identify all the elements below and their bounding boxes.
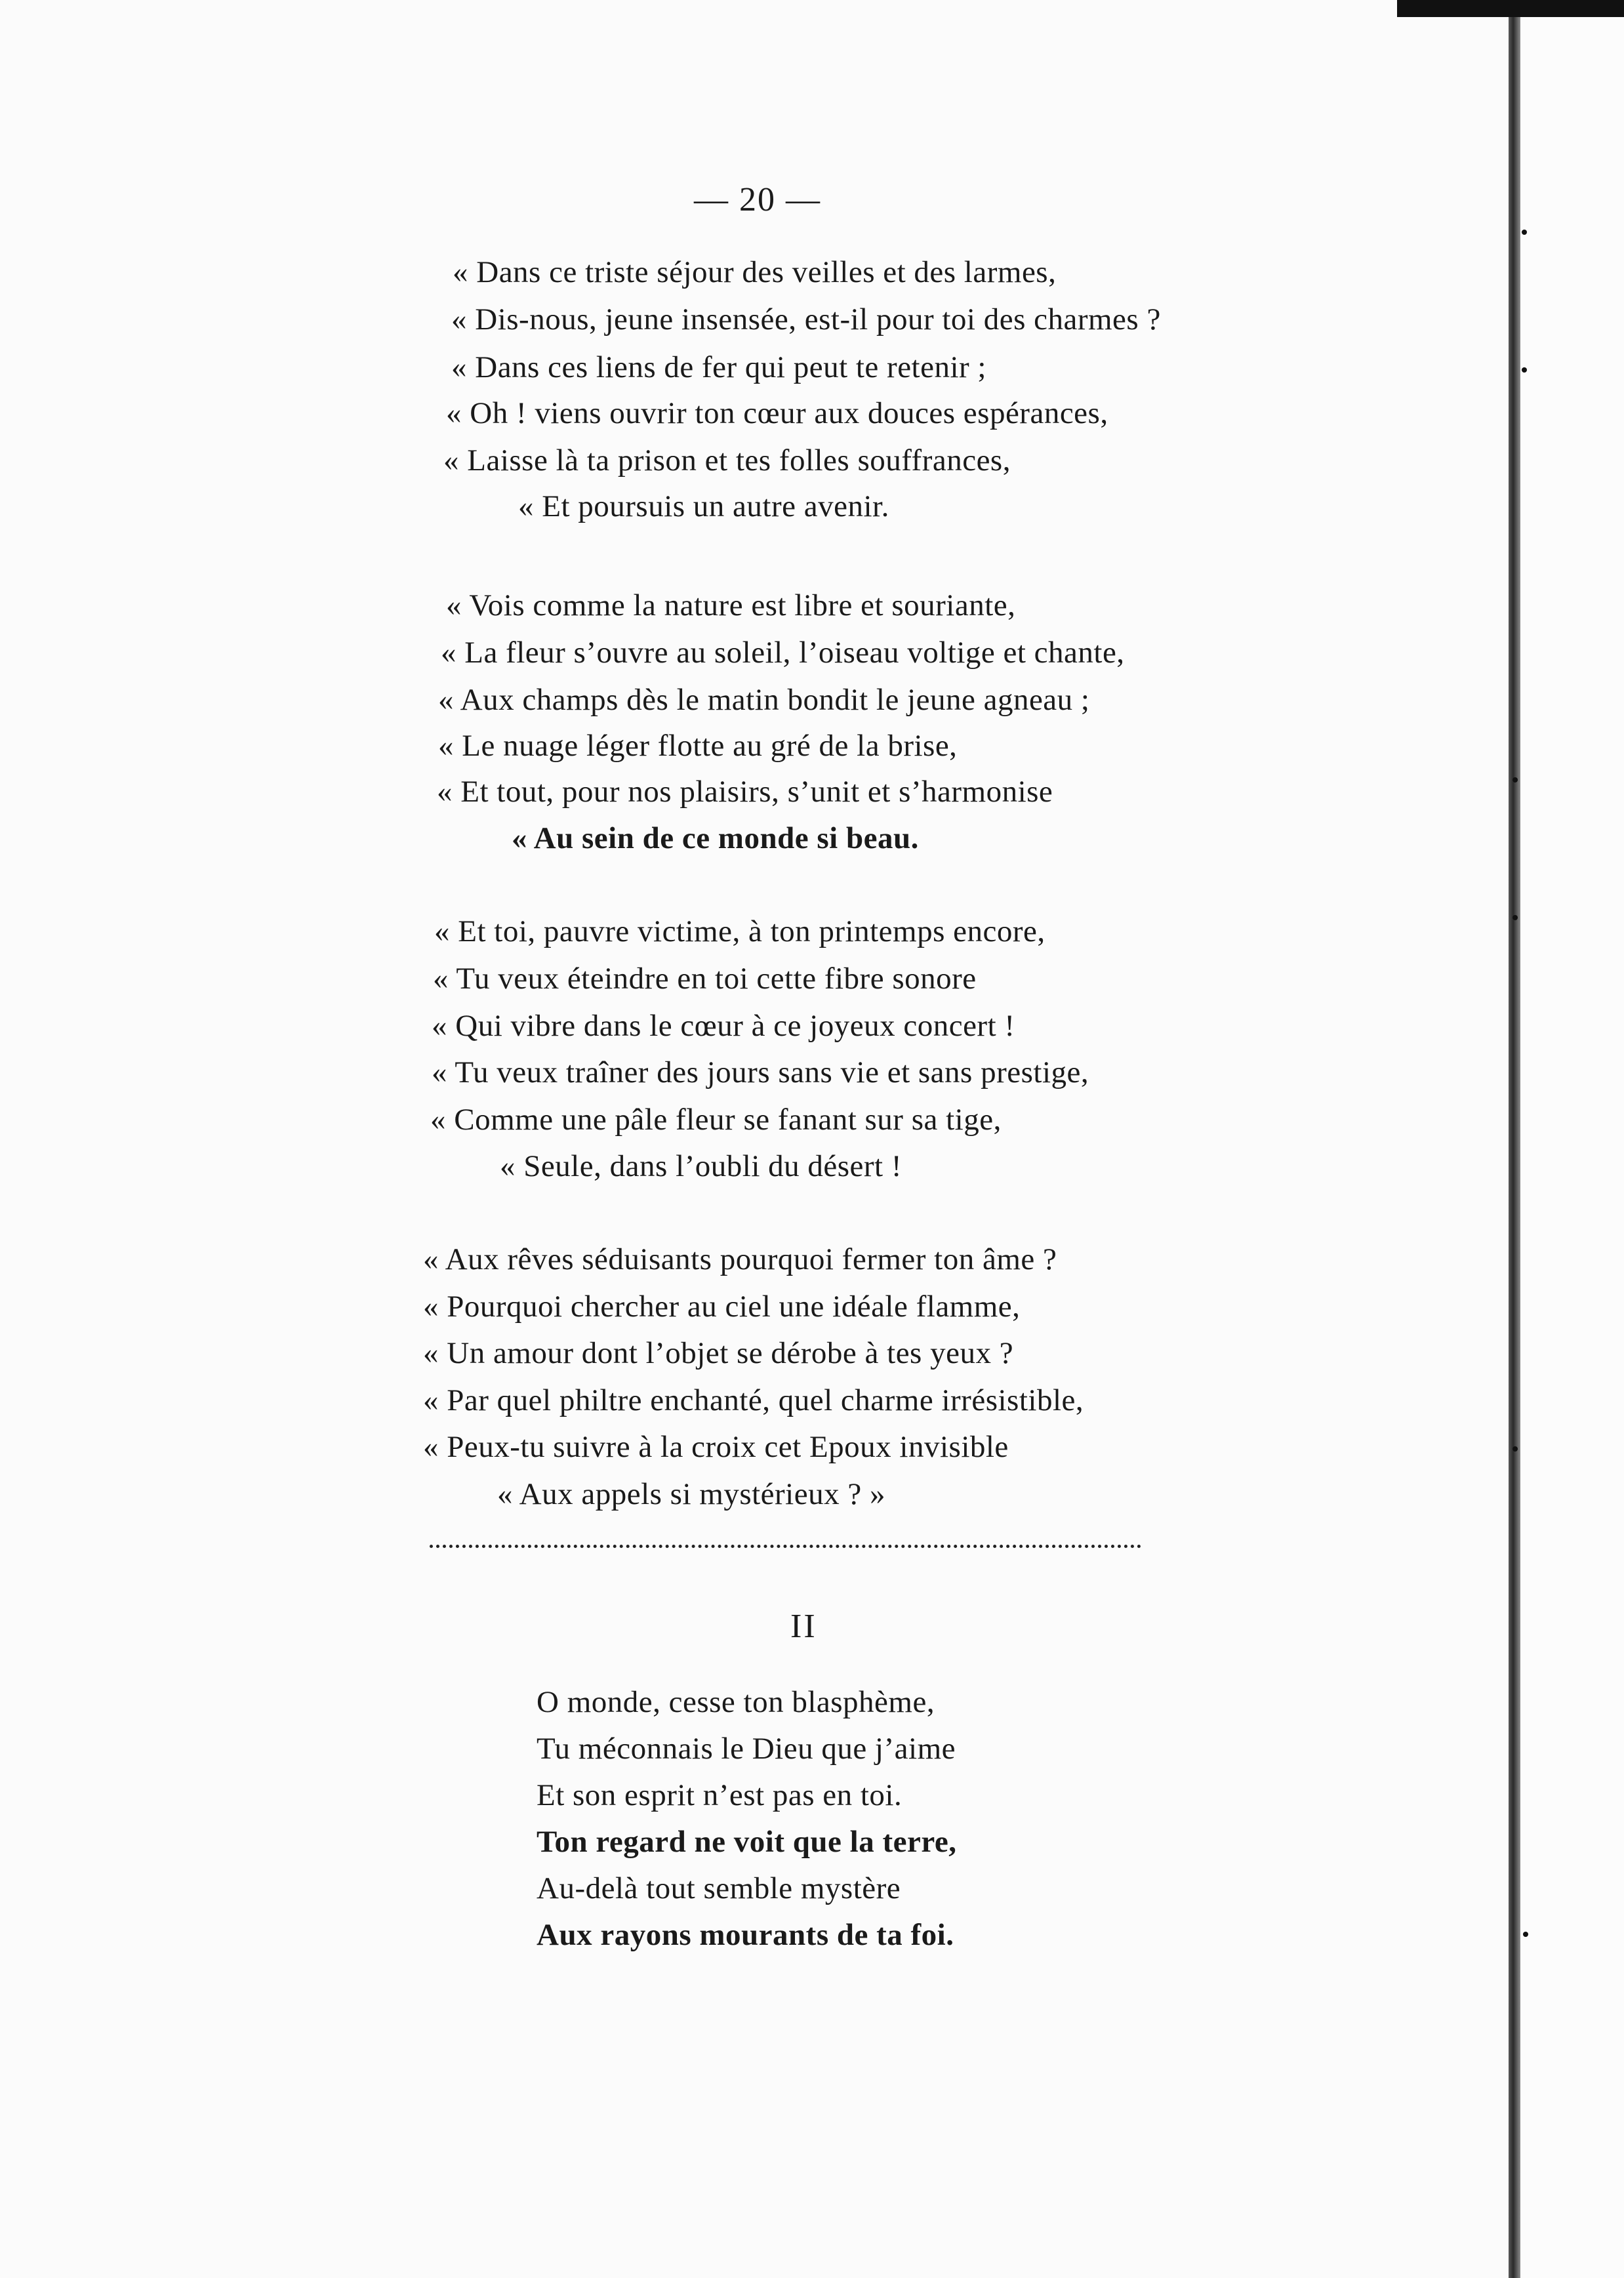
verse-line: « Et poursuis un autre avenir. — [518, 489, 889, 523]
verse-line: Tu méconnais le Dieu que j’aime — [537, 1732, 956, 1766]
verse-line: « Seule, dans l’oubli du désert ! — [500, 1149, 903, 1183]
verse-line: « Et toi, pauvre victime, à ton printemps encore, — [434, 914, 1045, 948]
verse-line: « Et tout, pour nos plaisirs, s’unit et s’harmonise — [437, 775, 1053, 809]
edge-mark — [1512, 777, 1518, 783]
verse-line: Au-delà tout semble mystère — [537, 1871, 901, 1905]
verse-line: « La fleur s’ouvre au soleil, l’oiseau voltige et chante, — [441, 636, 1125, 670]
scan-border — [1397, 0, 1624, 17]
edge-mark — [1512, 1446, 1518, 1452]
facing-page-edge — [1520, 0, 1624, 2278]
verse-line: « Un amour dont l’objet se dérobe à tes yeux ? — [423, 1336, 1014, 1370]
verse-line: Ton regard ne voit que la terre, — [537, 1825, 957, 1859]
verse-line: « Aux rêves séduisants pourquoi fermer ton âme ? — [423, 1242, 1057, 1276]
verse-line: Aux rayons mourants de ta foi. — [537, 1918, 954, 1952]
verse-line: « Tu veux traîner des jours sans vie et sans prestige, — [432, 1055, 1089, 1089]
verse-line: « Comme une pâle fleur se fanant sur sa tige, — [430, 1103, 1002, 1137]
verse-line: « Vois comme la nature est libre et souriante, — [446, 588, 1016, 622]
verse-line: « Dis-nous, jeune insensée, est-il pour toi des charmes ? — [451, 302, 1161, 336]
verse-line: « Qui vibre dans le cœur à ce joyeux concert ! — [432, 1009, 1015, 1043]
verse-line: « Laisse là ta prison et tes folles souffrances, — [443, 443, 1011, 478]
verse-line: « Pourquoi chercher au ciel une idéale flamme, — [423, 1290, 1021, 1324]
verse-line: « Tu veux éteindre en toi cette fibre sonore — [433, 962, 977, 996]
verse-line: « Par quel philtre enchanté, quel charme irrésistible, — [423, 1383, 1084, 1417]
verse-line: « Le nuage léger flotte au gré de la brise, — [438, 729, 958, 763]
verse-line: « Oh ! viens ouvrir ton cœur aux douces espérances, — [446, 396, 1108, 430]
edge-mark — [1522, 367, 1527, 373]
page-number: — 20 — — [694, 181, 821, 218]
page-gutter — [1509, 0, 1520, 2278]
edge-mark — [1523, 1932, 1528, 1937]
verse-line: « Au sein de ce monde si beau. — [512, 821, 919, 855]
verse-line: « Aux appels si mystérieux ? » — [497, 1477, 885, 1511]
verse-line: « Peux-tu suivre à la croix cet Epoux invisible — [423, 1430, 1009, 1464]
dotted-separator — [430, 1545, 1141, 1551]
section-number: II — [790, 1608, 817, 1645]
verse-line: Et son esprit n’est pas en toi. — [537, 1778, 903, 1812]
verse-line: « Dans ce triste séjour des veilles et des larmes, — [453, 255, 1057, 289]
edge-mark — [1512, 915, 1518, 920]
verse-line: « Aux champs dès le matin bondit le jeune agneau ; — [438, 683, 1090, 717]
verse-line: « Dans ces liens de fer qui peut te retenir ; — [451, 350, 986, 384]
edge-mark — [1522, 230, 1527, 235]
verse-line: O monde, cesse ton blasphème, — [537, 1685, 935, 1719]
